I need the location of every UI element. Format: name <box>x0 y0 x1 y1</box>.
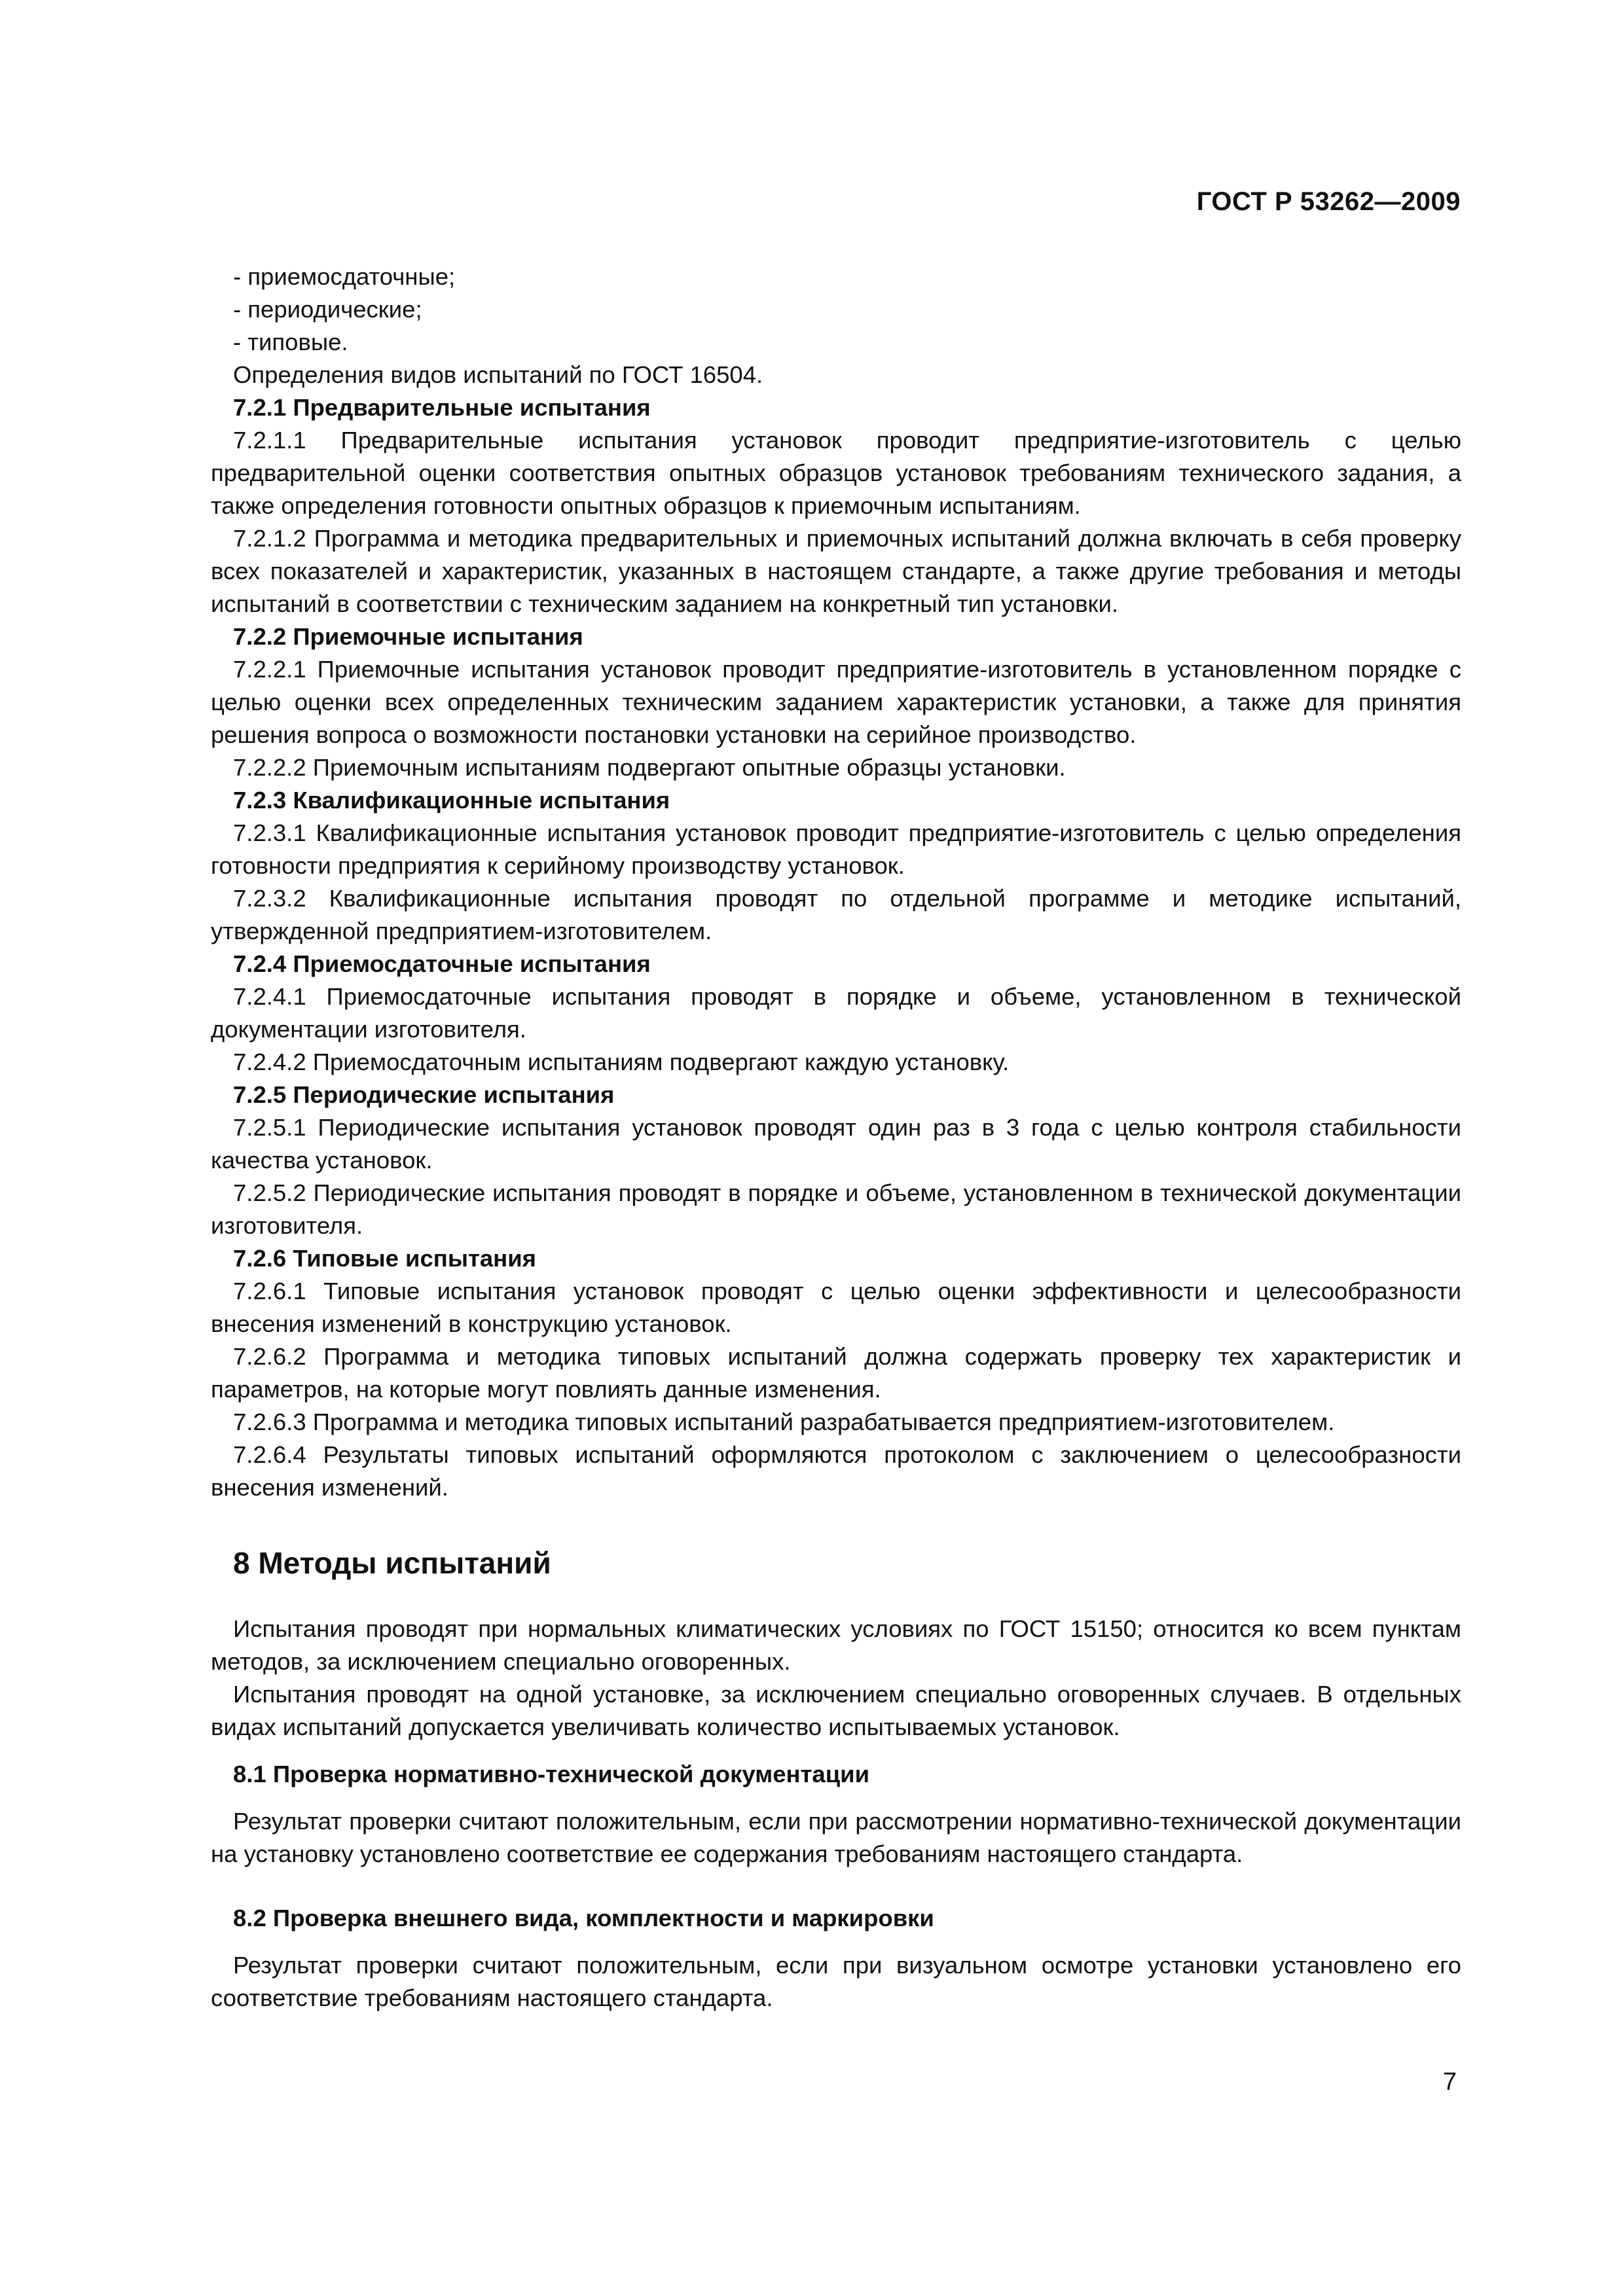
paragraph-7-2-2-2: 7.2.2.2 Приемочным испытаниям подвергают опытные образцы установки. <box>233 754 1066 781</box>
heading-7-2-5: 7.2.5 Периодические испытания <box>233 1081 615 1108</box>
paragraph-7-2-4-2: 7.2.4.2 Приемосдаточным испытаниям подвергают каждую установку. <box>233 1049 1010 1075</box>
paragraph-7-2-4-1: 7.2.4.1 Приемосдаточные испытания проводят в порядке и объеме, установленном в технической документации изготовителя. <box>211 983 1461 1043</box>
paragraph-7-2-1-1: 7.2.1.1 Предварительные испытания установок проводит предприятие-изготовитель с целью предварительной оценки соответствия опытных образцов установок требованиям технического задания, а также определения готовности опытных образцов к приемочным испытаниям. <box>211 427 1461 519</box>
page-number: 7 <box>1442 2068 1457 2096</box>
heading-7-2-6: 7.2.6 Типовые испытания <box>233 1245 536 1272</box>
list-item: - приемосдаточные; <box>233 263 456 290</box>
list-item: - типовые. <box>233 329 348 355</box>
paragraph-7-2-2-1: 7.2.2.1 Приемочные испытания установок проводит предприятие-изготовитель в установленном порядке с целью оценки всех определенных техническим заданием характеристик установки, а также для принятия решения вопроса о возможности постановки установки на серийное производство. <box>211 656 1461 748</box>
heading-section-8: 8 Методы испытаний <box>233 1546 551 1580</box>
heading-7-2-1: 7.2.1 Предварительные испытания <box>233 394 651 421</box>
document-body <box>211 260 1461 2015</box>
list-item: - периодические; <box>233 296 422 323</box>
paragraph-7-2-6-1: 7.2.6.1 Типовые испытания установок проводят с целью оценки эффективности и целесообразности внесения изменений в конструкцию установок. <box>211 1278 1461 1337</box>
paragraph-8-1: Результат проверки считают положительным, если при рассмотрении нормативно-технической документации на установку установлено соответствие ее содержания требованиям настоящего стандарта. <box>211 1808 1461 1867</box>
heading-7-2-4: 7.2.4 Приемосдаточные испытания <box>233 950 651 977</box>
paragraph-7-2-3-2: 7.2.3.2 Квалификационные испытания проводят по отдельной программе и методике испытаний, утвержденной предприятием-изготовителем. <box>211 885 1461 944</box>
paragraph-8-2: Результат проверки считают положительным, если при визуальном осмотре установки установлено его соответствие требованиям настоящего стандарта. <box>211 1952 1461 2011</box>
paragraph-7-2-5-2: 7.2.5.2 Периодические испытания проводят в порядке и объеме, установленном в технической документации изготовителя. <box>211 1179 1461 1239</box>
document-header-title: ГОСТ Р 53262—2009 <box>1196 187 1461 216</box>
paragraph-8-intro-1: Испытания проводят при нормальных климатических условиях по ГОСТ 15150; относится ко всем пунктам методов, за исключением специально оговоренных. <box>211 1615 1461 1675</box>
paragraph-7-2-6-3: 7.2.6.3 Программа и методика типовых испытаний разрабатывается предприятием-изготовителем. <box>233 1408 1335 1435</box>
paragraph-7-2-6-4: 7.2.6.4 Результаты типовых испытаний оформляются протоколом с заключением о целесообразности внесения изменений. <box>211 1441 1461 1501</box>
paragraph-7-2-5-1: 7.2.5.1 Периодические испытания установок проводят один раз в 3 года с целью контроля стабильности качества установок. <box>211 1114 1461 1174</box>
paragraph-7-2-1-2: 7.2.1.2 Программа и методика предварительных и приемочных испытаний должна включать в себя проверку всех показателей и характеристик, указанных в настоящем стандарте, а также другие требования и методы испытаний в соответствии с техническим заданием на конкретный тип установки. <box>211 525 1461 617</box>
paragraph-7-2-6-2: 7.2.6.2 Программа и методика типовых испытаний должна содержать проверку тех характеристик и параметров, на которые могут повлиять данные изменения. <box>211 1343 1461 1403</box>
heading-8-2: 8.2 Проверка внешнего вида, комплектности и маркировки <box>233 1905 934 1931</box>
paragraph-definitions: Определения видов испытаний по ГОСТ 16504. <box>233 361 763 388</box>
heading-7-2-3: 7.2.3 Квалификационные испытания <box>233 787 670 814</box>
paragraph-8-intro-2: Испытания проводят на одной установке, за исключением специально оговоренных случаев. В отдельных видах испытаний допускается увеличивать количество испытываемых установок. <box>211 1681 1461 1740</box>
heading-7-2-2: 7.2.2 Приемочные испытания <box>233 623 583 650</box>
paragraph-7-2-3-1: 7.2.3.1 Квалификационные испытания установок проводит предприятие-изготовитель с целью определения готовности предприятия к серийному производству установок. <box>211 819 1461 879</box>
heading-8-1: 8.1 Проверка нормативно-технической документации <box>233 1761 870 1787</box>
